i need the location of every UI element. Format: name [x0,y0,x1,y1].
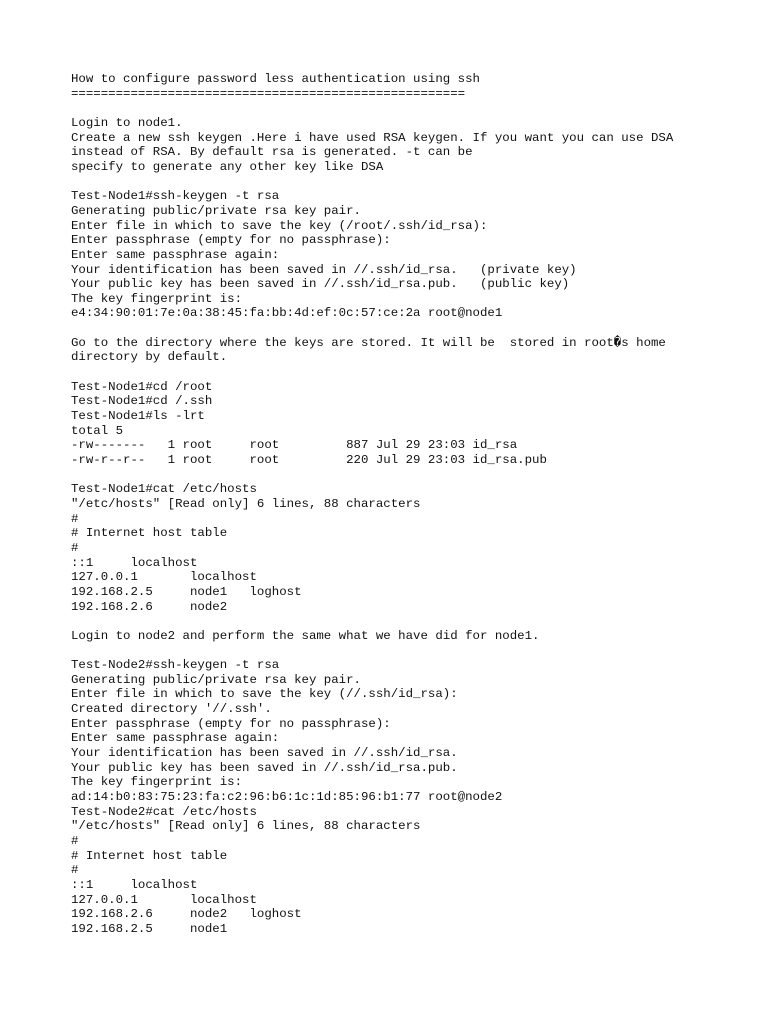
document-line: # Internet host table [71,848,228,863]
document-line: # Internet host table [71,526,228,541]
document-line [71,365,673,380]
document-line: Test-Node1#ls -lrt [71,409,205,424]
document-line: Enter file in which to save the key (//.ssh/id_rsa): [71,687,458,702]
document-line: Enter file in which to save the key (/root/.ssh/id_rsa): [71,218,488,233]
document-line: # [71,863,79,878]
document-line: -rw-r--r-- 1 root root 220 Jul 29 23:03 id_rsa.pub [71,453,547,467]
document-line: How to configure password less authentication using ssh [71,72,480,86]
document-line [71,468,673,483]
document-line: Enter passphrase (empty for no passphrase): [71,233,391,248]
document-line [71,175,673,190]
document-line: 192.168.2.5 node1 loghost [71,584,302,599]
document-line: 127.0.0.1 localhost [71,892,257,907]
document-line: ::1 localhost [71,877,198,892]
document-line [71,321,673,336]
document-line: -rw------- 1 root root 887 Jul 29 23:03 id_rsa [71,438,518,453]
document-line: instead of RSA. By default rsa is generated. -t can be [71,145,473,160]
document-line: Test-Node2#cat /etc/hosts [71,804,257,819]
document-line: Login to node1. [71,115,183,130]
document-line: The key fingerprint is: [71,291,243,306]
document-line: Test-Node1#cat /etc/hosts [71,482,257,497]
document-line: Generating public/private rsa key pair. [71,672,361,687]
document-line [71,644,673,659]
document-line: Generating public/private rsa key pair. [71,203,361,218]
document-line: ===================================================== [71,86,466,101]
document-line: Enter same passphrase again: [71,731,280,746]
document-line: directory by default. [71,350,228,365]
document-line: Enter passphrase (empty for no passphrase): [71,716,391,731]
document-line: # [71,540,79,555]
document-line: Your identification has been saved in //.ssh/id_rsa. (private key) [71,262,577,277]
document-line: Enter same passphrase again: [71,247,280,262]
document-line: # [71,511,79,526]
document-line: Test-Node1#ssh-keygen -t rsa [71,189,280,204]
document-line: Create a new ssh keygen .Here i have used RSA keygen. If you want you can use DSA [71,130,674,145]
document-line: ::1 localhost [71,555,198,570]
document-line: Test-Node2#ssh-keygen -t rsa [71,658,280,673]
document-line: 192.168.2.6 node2 [71,599,228,614]
document-line: "/etc/hosts" [Read only] 6 lines, 88 characters [71,496,421,511]
document-line: # [71,834,79,849]
document-line: Your public key has been saved in //.ssh/id_rsa.pub. [71,760,458,775]
document-line: ad:14:b0:83:75:23:fa:c2:96:b6:1c:1d:85:96:b1:77 root@node2 [71,790,503,805]
document-line: "/etc/hosts" [Read only] 6 lines, 88 characters [71,819,421,834]
document-line: Test-Node1#cd /root [71,379,213,394]
document-line: 192.168.2.5 node1 [71,921,228,936]
document-line: 192.168.2.6 node2 loghost [71,907,302,922]
document-line: specify to generate any other key like DSA [71,159,384,174]
document-line [71,101,673,116]
document-line [71,614,673,629]
document-line: Go to the directory where the keys are stored. It will be stored in root�s home [71,335,666,350]
document-body [71,72,673,937]
document-line: Login to node2 and perform the same what we have did for node1. [71,628,540,643]
document-line: Created directory '//.ssh'. [71,702,272,717]
document-line: Your public key has been saved in //.ssh/id_rsa.pub. (public key) [71,277,570,292]
document-line: Your identification has been saved in //.ssh/id_rsa. [71,746,458,761]
document-line: Test-Node1#cd /.ssh [71,394,213,409]
document-line: total 5 [71,423,124,438]
document-line: e4:34:90:01:7e:0a:38:45:fa:bb:4d:ef:0c:57:ce:2a root@node1 [71,306,503,321]
document-line: 127.0.0.1 localhost [71,570,257,585]
document-line: The key fingerprint is: [71,775,243,790]
